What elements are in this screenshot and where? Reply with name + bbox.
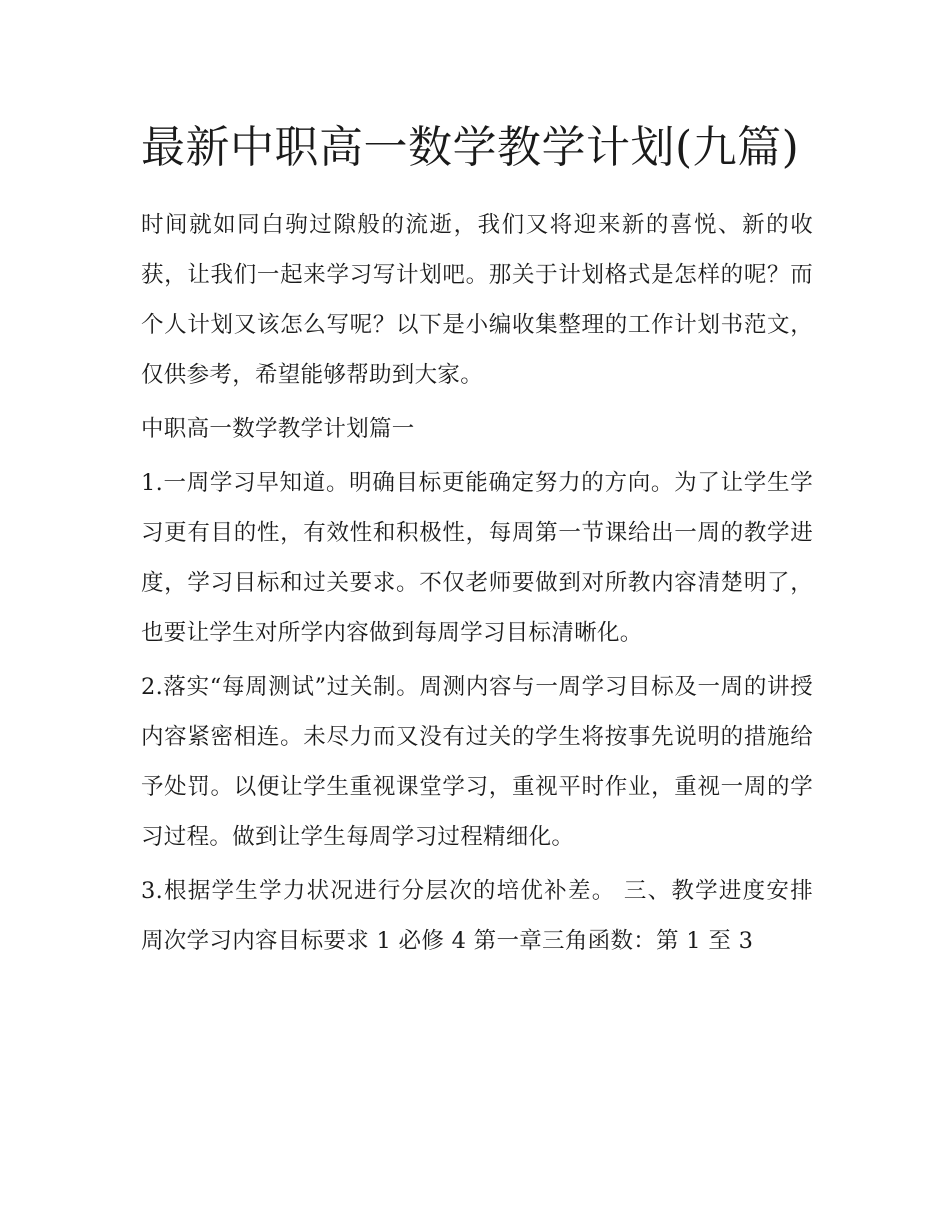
body-paragraph-3: 3.根据学生学力状况进行分层次的培优补差。 三、教学进度安排 周次学习内容目标要求 1 必修 4 第一章三角函数：第 1 至 3 (141, 878, 813, 954)
document-body (141, 112, 813, 970)
body-paragraph-2: 2.落实“每周测试”过关制。周测内容与一周学习目标及一周的讲授内容紧密相连。未尽力而又没有过关的学生将按事先说明的措施给予处罚。以便让学生重视课堂学习，重视平时作业，重视一周的学习过程。做到让学生每周学习过程精细化。 (141, 674, 813, 850)
section-heading: 中职高一数学教学计划篇一 (141, 416, 415, 442)
intro-paragraph: 时间就如同白驹过隙般的流逝，我们又将迎来新的喜悦、新的收获，让我们一起来学习写计划吧。那关于计划格式是怎样的呢？而个人计划又该怎么写呢？以下是小编收集整理的工作计划书范文，仅供参考，希望能够帮助到大家。 (141, 212, 813, 388)
body-paragraph-1: 1.一周学习早知道。明确目标更能确定努力的方向。为了让学生学习更有目的性，有效性和积极性，每周第一节课给出一周的教学进度，学习目标和过关要求。不仅老师要做到对所教内容清楚明了，也要让学生对所学内容做到每周学习目标清晰化。 (141, 470, 813, 646)
document-title: 最新中职高一数学教学计划(九篇) (141, 122, 800, 173)
